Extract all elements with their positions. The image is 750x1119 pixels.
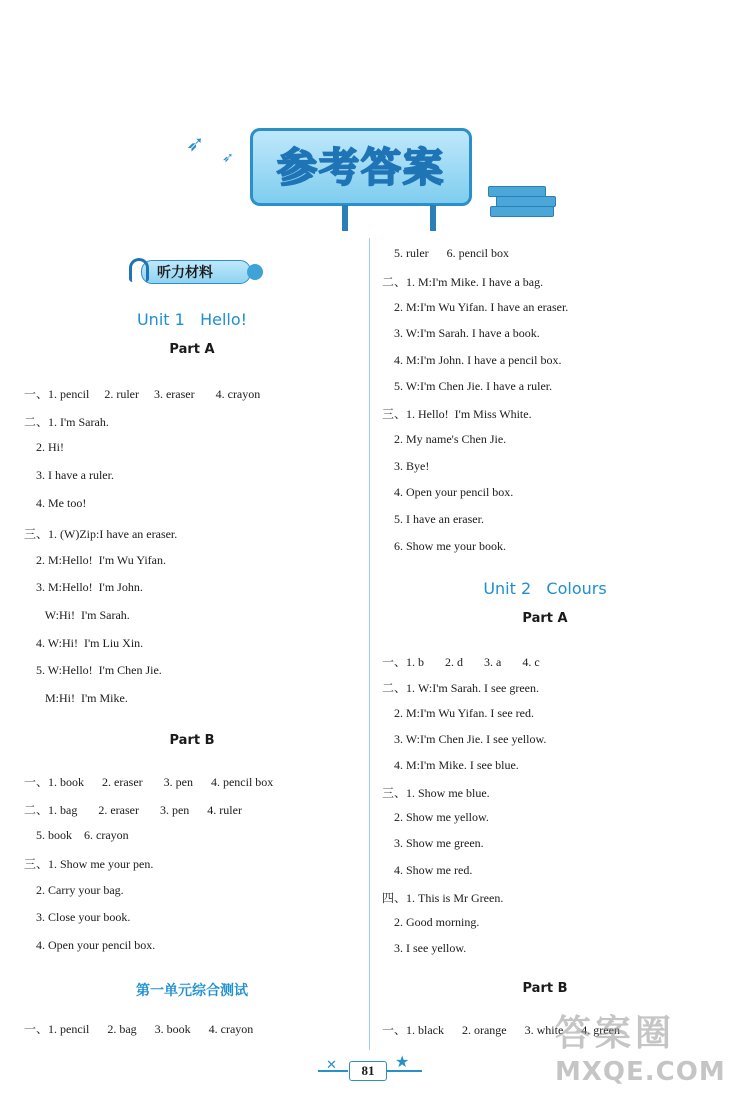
- answer-line: 3. W:I'm Sarah. I have a book.: [382, 326, 540, 340]
- answer-line: 2. My name's Chen Jie.: [382, 432, 507, 446]
- answer-line: 一、1. b 2. d 3. a 4. c: [382, 655, 540, 669]
- answer-line: 四、1. This is Mr Green.: [382, 891, 504, 905]
- answer-line: 5. I have an eraser.: [382, 512, 484, 526]
- answer-line: 5. ruler 6. pencil box: [382, 246, 509, 260]
- paper-plane-small-icon: ➶: [222, 150, 234, 166]
- answer-line: 2. M:I'm Wu Yifan. I have an eraser.: [382, 300, 569, 314]
- answer-line: 二、1. M:I'm Mike. I have a bag.: [382, 275, 544, 289]
- part-heading: Part A: [522, 611, 568, 626]
- column-divider: [369, 238, 370, 1050]
- answer-line: 4. W:Hi! I'm Liu Xin.: [24, 636, 144, 650]
- answer-line: 二、1. I'm Sarah.: [24, 415, 109, 429]
- answer-line: 2. Carry your bag.: [24, 883, 124, 897]
- answer-line: 5. W:Hello! I'm Chen Jie.: [24, 663, 162, 677]
- answer-line: 6. Show me your book.: [382, 539, 506, 553]
- headphone-icon: [129, 258, 149, 282]
- watermark-text: 答案圈: [555, 1013, 676, 1054]
- page-number: 81: [349, 1061, 387, 1081]
- answer-line: 4. M:I'm Mike. I see blue.: [382, 758, 519, 772]
- footer-star-icon: ★: [395, 1052, 410, 1071]
- answer-line: 4. Me too!: [24, 496, 87, 510]
- answer-line: 2. M:I'm Wu Yifan. I see red.: [382, 706, 534, 720]
- answer-line: 一、1. pencil 2. ruler 3. eraser 4. crayon: [24, 387, 261, 401]
- answer-line: 二、1. W:I'm Sarah. I see green.: [382, 681, 539, 695]
- answer-line: 2. M:Hello! I'm Wu Yifan.: [24, 553, 166, 567]
- title-banner: [250, 128, 472, 206]
- answer-line: 5. W:I'm Chen Jie. I have a ruler.: [382, 379, 553, 393]
- answer-line: 2. Good morning.: [382, 915, 480, 929]
- answer-line: 一、1. book 2. eraser 3. pen 4. pencil box: [24, 775, 274, 789]
- page-title: 参考答案: [277, 145, 445, 191]
- banner-leg-right: [430, 205, 436, 231]
- answer-line: M:Hi! I'm Mike.: [24, 691, 128, 705]
- answer-line: 4. M:I'm John. I have a pencil box.: [382, 353, 562, 367]
- part-heading: Part B: [169, 733, 215, 748]
- answer-line: 3. I see yellow.: [382, 941, 467, 955]
- answer-line: 3. Show me green.: [382, 836, 484, 850]
- answer-line: 4. Open your pencil box.: [382, 485, 514, 499]
- listening-material-label: [125, 256, 265, 286]
- part-heading: Part B: [522, 981, 568, 996]
- watermark: [555, 1012, 745, 1088]
- answer-line: 2. Show me yellow.: [382, 810, 489, 824]
- unit-heading: Unit 2 Colours: [483, 579, 607, 598]
- answer-line: 5. book 6. crayon: [24, 828, 129, 842]
- answer-line: W:Hi! I'm Sarah.: [24, 608, 130, 622]
- answer-line: 一、1. black 2. orange 3. white 4. green: [382, 1023, 620, 1037]
- watermark-url: MXQE.COM: [555, 1057, 726, 1087]
- answer-line: 3. Bye!: [382, 459, 430, 473]
- answer-line: 三、1. (W)Zip:I have an eraser.: [24, 527, 178, 541]
- answer-line: 2. Hi!: [24, 440, 64, 454]
- answer-line: 3. Close your book.: [24, 910, 131, 924]
- part-heading: Part A: [169, 342, 215, 357]
- answer-line: 3. W:I'm Chen Jie. I see yellow.: [382, 732, 547, 746]
- answer-line: 三、1. Show me your pen.: [24, 857, 154, 871]
- answer-line: 3. M:Hello! I'm John.: [24, 580, 143, 594]
- answer-line: 3. I have a ruler.: [24, 468, 114, 482]
- answer-line: 4. Open your pencil box.: [24, 938, 156, 952]
- answer-line: 二、1. bag 2. eraser 3. pen 4. ruler: [24, 803, 242, 817]
- answer-line: 三、1. Show me blue.: [382, 786, 490, 800]
- unit-heading: Unit 1 Hello!: [136, 310, 248, 329]
- footer-cross-icon: ✕: [326, 1058, 337, 1073]
- section-title: 听力材料: [157, 265, 213, 281]
- answer-line: 一、1. pencil 2. bag 3. book 4. crayon: [24, 1022, 254, 1036]
- answer-line: 三、1. Hello! I'm Miss White.: [382, 407, 532, 421]
- test-heading: 第一单元综合测试: [136, 983, 248, 999]
- paper-plane-icon: ➶: [186, 132, 205, 157]
- banner-leg-left: [342, 205, 348, 231]
- bubble-icon: [247, 264, 263, 280]
- answer-line: 4. Show me red.: [382, 863, 473, 877]
